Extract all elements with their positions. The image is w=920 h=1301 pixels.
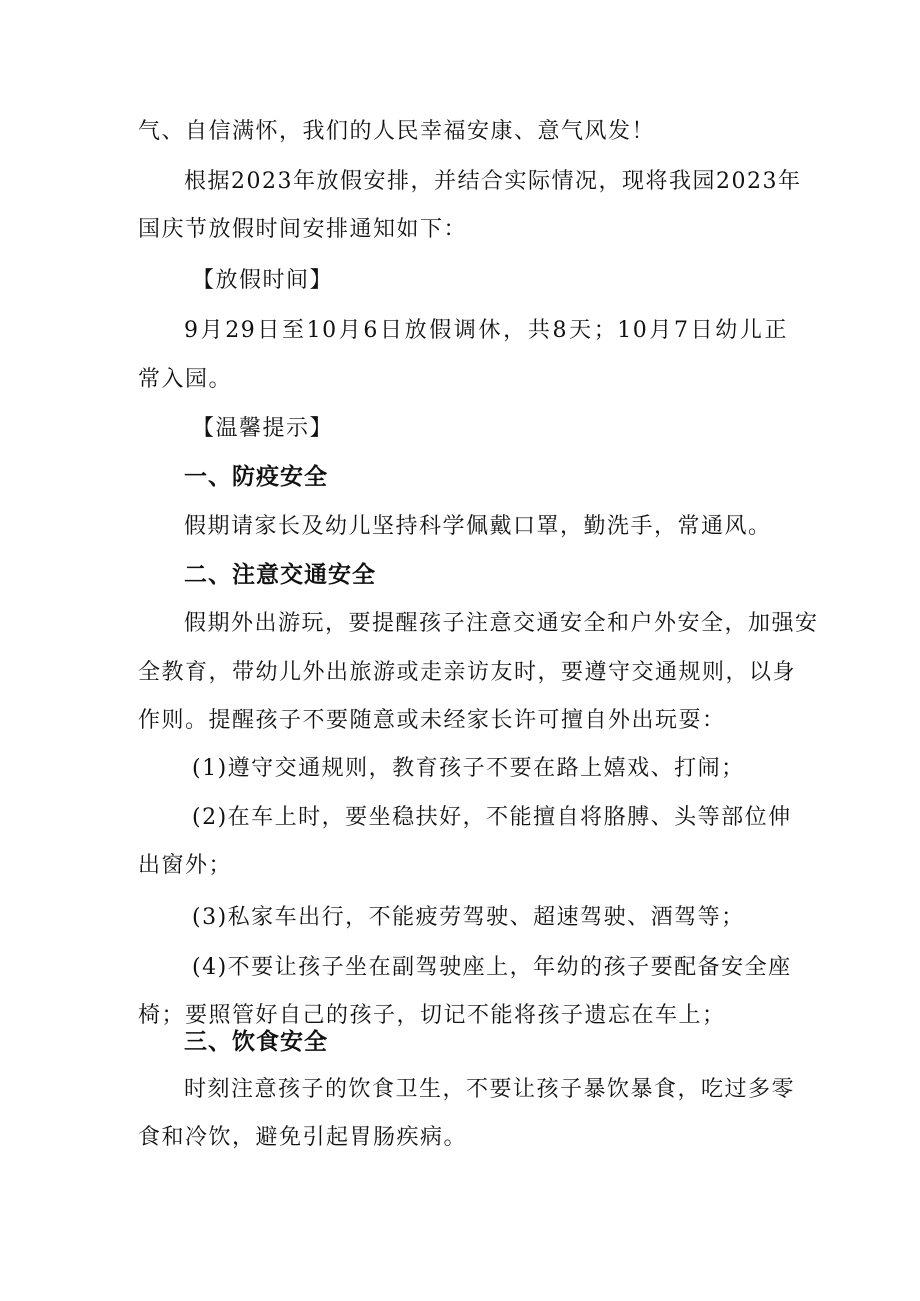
- traffic-item-4-line-1: (4)不要让孩子坐在副驾驶座上，年幼的孩子要配备安全座: [192, 955, 792, 980]
- food-safety-line-1: 时刻注意孩子的饮食卫生，不要让孩子暴饮暴食，吃过多零: [184, 1077, 796, 1102]
- traffic-item-3: (3)私家车出行，不能疲劳驾驶、超速驾驶、酒驾等；: [192, 905, 745, 930]
- traffic-item-4-line-2: 椅；要照管好自己的孩子，切记不能将孩子遗忘在车上；: [138, 1003, 726, 1028]
- food-safety-line-2: 食和冷饮，避免引起胃肠疾病。: [138, 1125, 468, 1150]
- heading-traffic-safety: 二、注意交通安全: [184, 562, 376, 588]
- paragraph-intro-line: 气、自信满怀，我们的人民幸福安康、意气风发！: [138, 119, 656, 144]
- traffic-item-1: (1)遵守交通规则，教育孩子不要在路上嬉戏、打闹；: [192, 756, 745, 781]
- section-label-holiday-time: 【放假时间】: [192, 268, 334, 293]
- heading-epidemic-safety: 一、防疫安全: [184, 464, 328, 490]
- paragraph-arrangement-line-2: 国庆节放假时间安排通知如下：: [138, 217, 468, 242]
- holiday-dates-line-1: 9月29日至10月6日放假调休，共8天；10月7日幼儿正: [184, 318, 788, 343]
- holiday-dates-line-2: 常入园。: [138, 367, 233, 392]
- traffic-safety-line-3: 作则。提醒孩子不要随意或未经家长许可擅自外出玩耍：: [138, 708, 726, 733]
- paragraph-arrangement-line-1: 根据2023年放假安排，并结合实际情况，现将我园2023年: [184, 169, 802, 194]
- traffic-item-2-line-1: (2)在车上时，要坐稳扶好，不能擅自将胳膊、头等部位伸: [192, 805, 792, 830]
- traffic-safety-line-1: 假期外出游玩，要提醒孩子注意交通安全和户外安全，加强安: [184, 611, 819, 636]
- heading-food-safety: 三、饮食安全: [184, 1029, 328, 1055]
- traffic-safety-line-2: 全教育，带幼儿外出旅游或走亲访友时，要遵守交通规则，以身: [138, 660, 797, 685]
- traffic-item-2-line-2: 出窗外；: [138, 853, 233, 878]
- epidemic-safety-text: 假期请家长及幼儿坚持科学佩戴口罩，勤洗手，常通风。: [184, 514, 772, 539]
- section-label-tips: 【温馨提示】: [192, 416, 334, 441]
